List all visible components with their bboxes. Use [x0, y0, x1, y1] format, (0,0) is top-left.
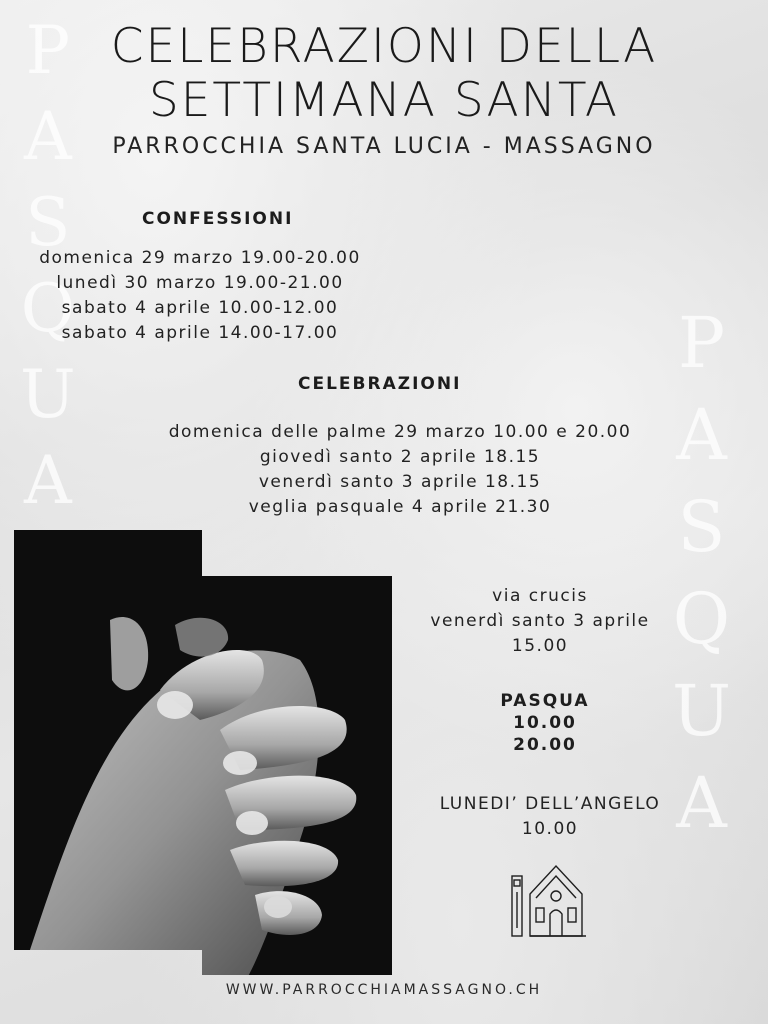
celebrazioni-list [120, 420, 680, 520]
parish-subtitle: PARROCCHIA SANTA LUCIA - MASSAGNO [112, 134, 656, 159]
list-item: lunedì 30 marzo 19.00-21.00 [56, 273, 344, 293]
vertical-word-right: P A S Q U A [672, 302, 731, 844]
list-item: LUNEDI’ DELL’ANGELO [439, 794, 661, 814]
list-item: sabato 4 aprile 10.00-12.00 [61, 298, 339, 318]
list-item: venerdì santo 3 aprile [430, 611, 650, 631]
list-item: sabato 4 aprile 14.00-17.00 [61, 323, 339, 343]
list-item: domenica delle palme 29 marzo 10.00 e 20.00 [168, 422, 632, 442]
vertical-word-left: P A S Q U A [20, 12, 76, 519]
via-crucis-block [405, 584, 675, 659]
list-item: giovedì santo 2 aprile 18.15 [259, 447, 541, 467]
lunedi-angelo-block [415, 792, 685, 842]
list-item: via crucis [492, 586, 588, 606]
list-item: 10.00 [521, 819, 579, 839]
page-title: CELEBRAZIONI DELLA SETTIMANA SANTA [110, 19, 658, 128]
list-item: veglia pasquale 4 aprile 21.30 [248, 497, 552, 517]
pasqua-block [480, 690, 610, 756]
pasqua-heading: PASQUA [500, 691, 590, 711]
website-url: WWW.PARROCCHIAMASSAGNO.CH [225, 982, 543, 998]
list-item: domenica 29 marzo 19.00-20.00 [39, 248, 361, 268]
confessioni-list [10, 246, 390, 346]
list-item: venerdì santo 3 aprile 18.15 [258, 472, 542, 492]
list-item: 20.00 [513, 735, 577, 755]
list-item: 10.00 [513, 713, 577, 733]
church-icon [506, 858, 590, 942]
list-item: 15.00 [511, 636, 569, 656]
celebrazioni-heading: CELEBRAZIONI [298, 374, 462, 394]
confessioni-heading: CONFESSIONI [142, 209, 294, 229]
